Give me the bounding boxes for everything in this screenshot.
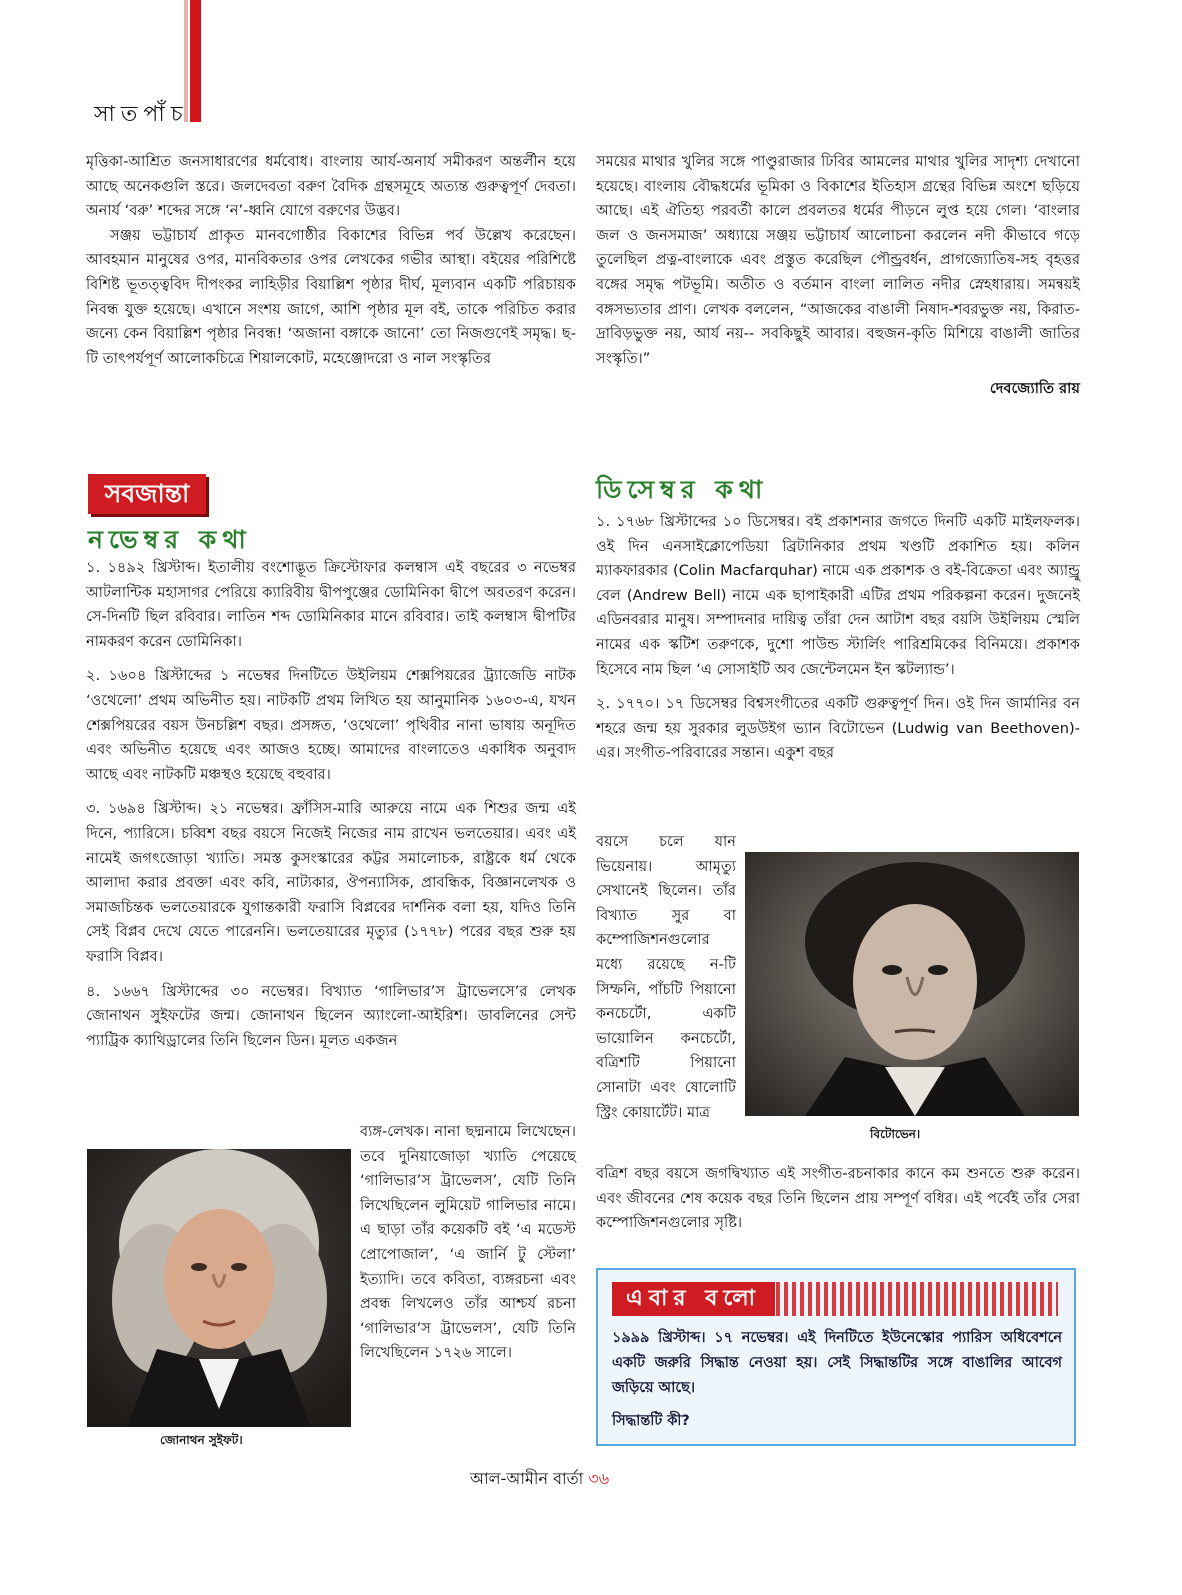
november-column (86, 556, 576, 1063)
november-heading: নভেম্বর কথা (88, 525, 252, 554)
beethoven-side-text: বয়সে চলে যান ভিয়েনায়। আমৃত্যু সেখানেই ছিলেন। তাঁর বিখ্যাত সুর বা কম্পোজিশনগুলোর মধ্যে রয়েছে ন-টি সিম্ফনি, পাঁচটি পিয়ানো কনচের্টো, একটি ভায়োলিন কনচের্টো, বত্রিশটি পিয়ানো সোনাটা এবং ষোলোটি স্ট্রিং কোয়ার্টেট। মাত্র (596, 833, 736, 1121)
swift-portrait-image (87, 1149, 351, 1427)
swift-caption: জোনাথন সুইফট। (160, 1433, 243, 1447)
quiz-title-stripes (768, 1282, 1058, 1316)
beethoven-after-text: বত্রিশ বছর বয়সে জগদ্বিখ্যাত এই সংগীত-রচনাকার কানে কম শুনতে শুরু করেন। এবং জীবনের শেষ কয়েক বছর তিনি ছিলেন প্রায় সম্পূর্ণ বধির। এই পর্বেই তাঁর সেরা কম্পোজিশনগুলোর সৃষ্টি। (596, 1165, 1080, 1232)
sobjanta-tag: সবজান্তা (88, 474, 206, 514)
intro-right-column (596, 150, 1080, 402)
header-accent-bar (190, 0, 201, 122)
beethoven-caption: বিটোভেন। (870, 1127, 921, 1141)
intro-paragraph: মৃত্তিকা-আশ্রিত জনসাধারণের ধর্মবোধ। বাংলায় আর্য-অনার্য সমীকরণ অন্তর্লীন হয়ে আছে অনেকগুলি স্তরে। জলদেবতা বরুণ বৈদিক গ্রন্থসমূহে অত্যন্ত গুরুত্বপূর্ণ দেবতা। অনার্য ‘বরু’ শব্দের সঙ্গে ‘ন’-ধ্বনি যোগে বরুণের উদ্ভব। (86, 153, 576, 220)
swift-portrait (87, 1149, 351, 1427)
intro-paragraph: সময়ের মাথার খুলির সঙ্গে পাণ্ডুরাজার ঢিবির আমলের মাথার খুলির সাদৃশ্য দেখানো হয়েছে। বাংলায় বৌদ্ধধর্মের ভূমিকা ও বিকাশের ইতিহাস গ্রন্থের বিভিন্ন অংশে ছড়িয়ে আছে। এই ঐতিহ্য পরবর্তী কালে প্রবলতর ধর্মের পীড়নে লুপ্ত হয়ে গেল। ‘বাংলার জল ও জনসমাজ’ অধ্যায়ে সঞ্জয় ভট্টাচার্য আলোচনা করলেন নদী কীভাবে গড়ে তুলেছিল প্রত্ন-বাংলাকে এবং প্রস্তুত করেছিল পৌন্ড্রবর্ধন, প্রাগজ্যোতিষ-সহ বৃহত্তর বঙ্গের সমৃদ্ধ পটভূমি। অতীত ও বর্তমান বাংলা লালিত নদীর স্নেহধারায়। সমন্বয়ই বঙ্গসভ্যতার প্রাণ। লেখক বললেন, “আজকের বাঙালী নিষাদ-শবরভুক্ত নয়, কিরাত-দ্রাবিড়ভুক্ত নয়, আর্য নয়-- সবকিছুই আবার। বহুজন-কৃতি মিশিয়ে বাঙালী জাতির সংস্কৃতি।” (596, 153, 1080, 367)
author-signature: দেবজ্যোতি রায় (989, 380, 1080, 398)
november-item: ১. ১৪৯২ খ্রিস্টাব্দ। ইতালীয় বংশোদ্ভূত ক্রিস্টোফার কলম্বাস এই বছরের ৩ নভেম্বর আটলান্টিক মহাসাগর পেরিয়ে ক্যারিবীয় দ্বীপপুঞ্জের ডোমিনিকা দ্বীপে অবতরণ করেন। সে-দিনটি ছিল রবিবার। লাতিন শব্দ ডোমিনিকার মানে রবিবার। তাই কলম্বাস দ্বীপটির নামকরণ করেন ডোমিনিকা। (86, 559, 576, 650)
december-column (596, 510, 1080, 776)
quiz-box (596, 1268, 1076, 1446)
quiz-text: ১৯৯৯ খ্রিস্টাব্দ। ১৭ নভেম্বর। এই দিনটিতে ইউনেস্কোর প্যারিস অধিবেশনে একটি জরুরি সিদ্ধান্ত নেওয়া হয়। সেই সিদ্ধান্তটির সঙ্গে বাঙালির আবেগ জড়িয়ে আছে। (612, 1330, 1062, 1396)
page-footer (470, 1466, 609, 1493)
intro-left-column (86, 150, 576, 371)
november-item: ৪. ১৬৬৭ খ্রিস্টাব্দের ৩০ নভেম্বর। বিখ্যাত ‘গালিভার’স ট্রাভেলসে’র লেখক জোনাথন সুইফটের জন্ম। জোনাথন ছিলেন অ্যাংলো-আইরিশ। ডাবলিনের সেন্ট প্যাট্রিক ক্যাথিড্রালের তিনি ছিলেন ডিন। মূলত একজন (86, 982, 576, 1049)
section-title: সাতপাঁচ (94, 102, 189, 127)
december-heading: ডিসেম্বর কথা (596, 475, 769, 504)
quiz-body (612, 1326, 1062, 1434)
december-item: ১. ১৭৬৮ খ্রিস্টাব্দের ১০ ডিসেম্বর। বই প্রকাশনার জগতে দিনটি একটি মাইলফলক। ওই দিন এনসাইক্লোপেডিয়া ব্রিটানিকার প্রথম খণ্ডটি প্রকাশিত হয়। কলিন ম্যাকফারকার (Colin Macfarquhar) নামে এক প্রকাশক ও বই-বিক্রেতা এবং অ্যান্ড্রু বেল (Andrew Bell) নামে এক ছাপাইকারী এটির প্রথম পরিকল্পনা করেন। দুজনেই এডিনবরার মানুষ। সম্পাদনার দায়িত্ব তাঁরা দেন আটাশ বছর বয়সি উইলিয়ম স্মেলি নামের এক স্কটিশ তরুণকে, দুশো পাউন্ড স্টার্লিং পারিশ্রমিকের বিনিময়ে। প্রকাশক হিসেবে নাম ছিল ‘এ সোসাইটি অব জেন্টেলমেন ইন স্কটল্যান্ড’। (596, 513, 1080, 678)
beethoven-portrait (745, 852, 1079, 1116)
quiz-title: এবার বলো (612, 1282, 775, 1316)
beethoven-portrait-image (745, 852, 1079, 1116)
intro-paragraph: সঞ্জয় ভট্টাচার্য প্রাকৃত মানবগোষ্ঠীর বিকাশের বিভিন্ন পর্ব উল্লেখ করেছেন। আবহমান মানুষের ওপর, মানবিকতার ওপর লেখকের গভীর আস্থা। বইয়ের পরিশিষ্টে বিশিষ্ট ভূতত্ত্ববিদ দীপংকর লাহিড়ীর বিয়াল্লিশ পৃষ্ঠার দীর্ঘ, মূল্যবান একটি পরিচায়ক নিবন্ধ যুক্ত হয়েছে। এখানে সংশয় জাগে, আশি পৃষ্ঠার মূল বই, তাকে পরিচিত করার জন্যে কেন বিয়াল্লিশ পৃষ্ঠার নিবন্ধ! ‘অজানা বঙ্গাকে জানো’ তো নিজগুণেই সমৃদ্ধ। ছ-টি তাৎপর্যপূর্ণ আলোকচিত্রে শিয়ালকোট, মহেঞ্জোদরো ও নাল সংস্কৃতির (86, 226, 576, 367)
november-item: ২. ১৬০৪ খ্রিস্টাব্দের ১ নভেম্বর দিনটিতে উইলিয়ম শেক্সপিয়রের ট্র্যাজেডি নাটক ‘ওথেলো’ প্রথম অভিনীত হয়। নাটকটি প্রথম লিখিত হয় আনুমানিক ১৬০৩-এ, যখন শেক্সপিয়রের বয়স উনচল্লিশ বছর। প্রসঙ্গত, ‘ওথেলো’ পৃথিবীর নানা ভাষায় অনূদিত এবং অভিনীত হয়েছে এবং আজও হচ্ছে। আমাদের বাংলাতেও একাধিক অনুবাদ আছে এবং নাটকটি মঞ্চস্থও হয়েছে বহুবার। (86, 667, 576, 783)
page-number: ৩৬ (588, 1469, 610, 1488)
november-item: ৩. ১৬৯৪ খ্রিস্টাব্দ। ২১ নভেম্বর। ফ্রাঁসিস-মারি আরুয়ে নামে এক শিশুর জন্ম এই দিনে, প্যারিসে। চব্বিশ বছর বয়সে নিজেই নিজের নাম রাখেন ভলতেয়ার। এবং এই নামেই জগৎজোড়া খ্যাতি। সমস্ত কুসংস্কারের কট্টর সমালোচক, রাষ্ট্রকে ধর্ম থেকে আলাদা করার প্রবক্তা এবং কবি, নাট্যকার, ঔপন্যাসিক, প্রাবন্ধিক, বিজ্ঞানলেখক ও সমাজচিন্তক ভলতেয়ারকে যুগান্তকারী ফরাসি বিপ্লবের দার্শনিক বলা হয়, যদিও তিনি সেই বিপ্লব দেখে যেতে পারেননি। ভলতেয়ারের মৃত্যুর (১৭৭৮) পরের বছর শুরু হয় ফরাসি বিপ্লব। (86, 800, 576, 965)
quiz-question: সিদ্ধান্তটি কী? (612, 1413, 690, 1429)
december-item: ২. ১৭৭০। ১৭ ডিসেম্বর বিশ্বসংগীতের একটি গুরুত্বপূর্ণ দিন। ওই দিন জার্মানির বন শহরে জন্ম হয় সুরকার লুডউইগ ভ্যান বিটোভেন (Ludwig van Beethoven)-এর। সংগীত-পরিবারের সন্তান। একুশ বছর (596, 695, 1080, 762)
magazine-name: আল-আমীন বার্তা (470, 1469, 584, 1488)
swift-continued-text: ব্যঙ্গ-লেখক। নানা ছদ্মনামে লিখেছেন। তবে দুনিয়াজোড়া খ্যাতি পেয়েছে ‘গালিভার’স ট্রাভেলস’, যেটি তিনি লিখেছিলেন লুমিয়েট গালিভার নামে। এ ছাড়া তাঁর কয়েকটি বই ‘এ মডেস্ট প্রোপোজাল’, ‘এ জার্নি টু স্টেলা’ ইত্যাদি। তবে কবিতা, ব্যঙ্গরচনা এবং প্রবন্ধ লিখলেও তাঁর আশ্চর্য রচনা ‘গালিভার’স ট্রাভেলস’, যেটি তিনি লিখেছিলেন ১৭২৬ সালে। (360, 1123, 576, 1362)
